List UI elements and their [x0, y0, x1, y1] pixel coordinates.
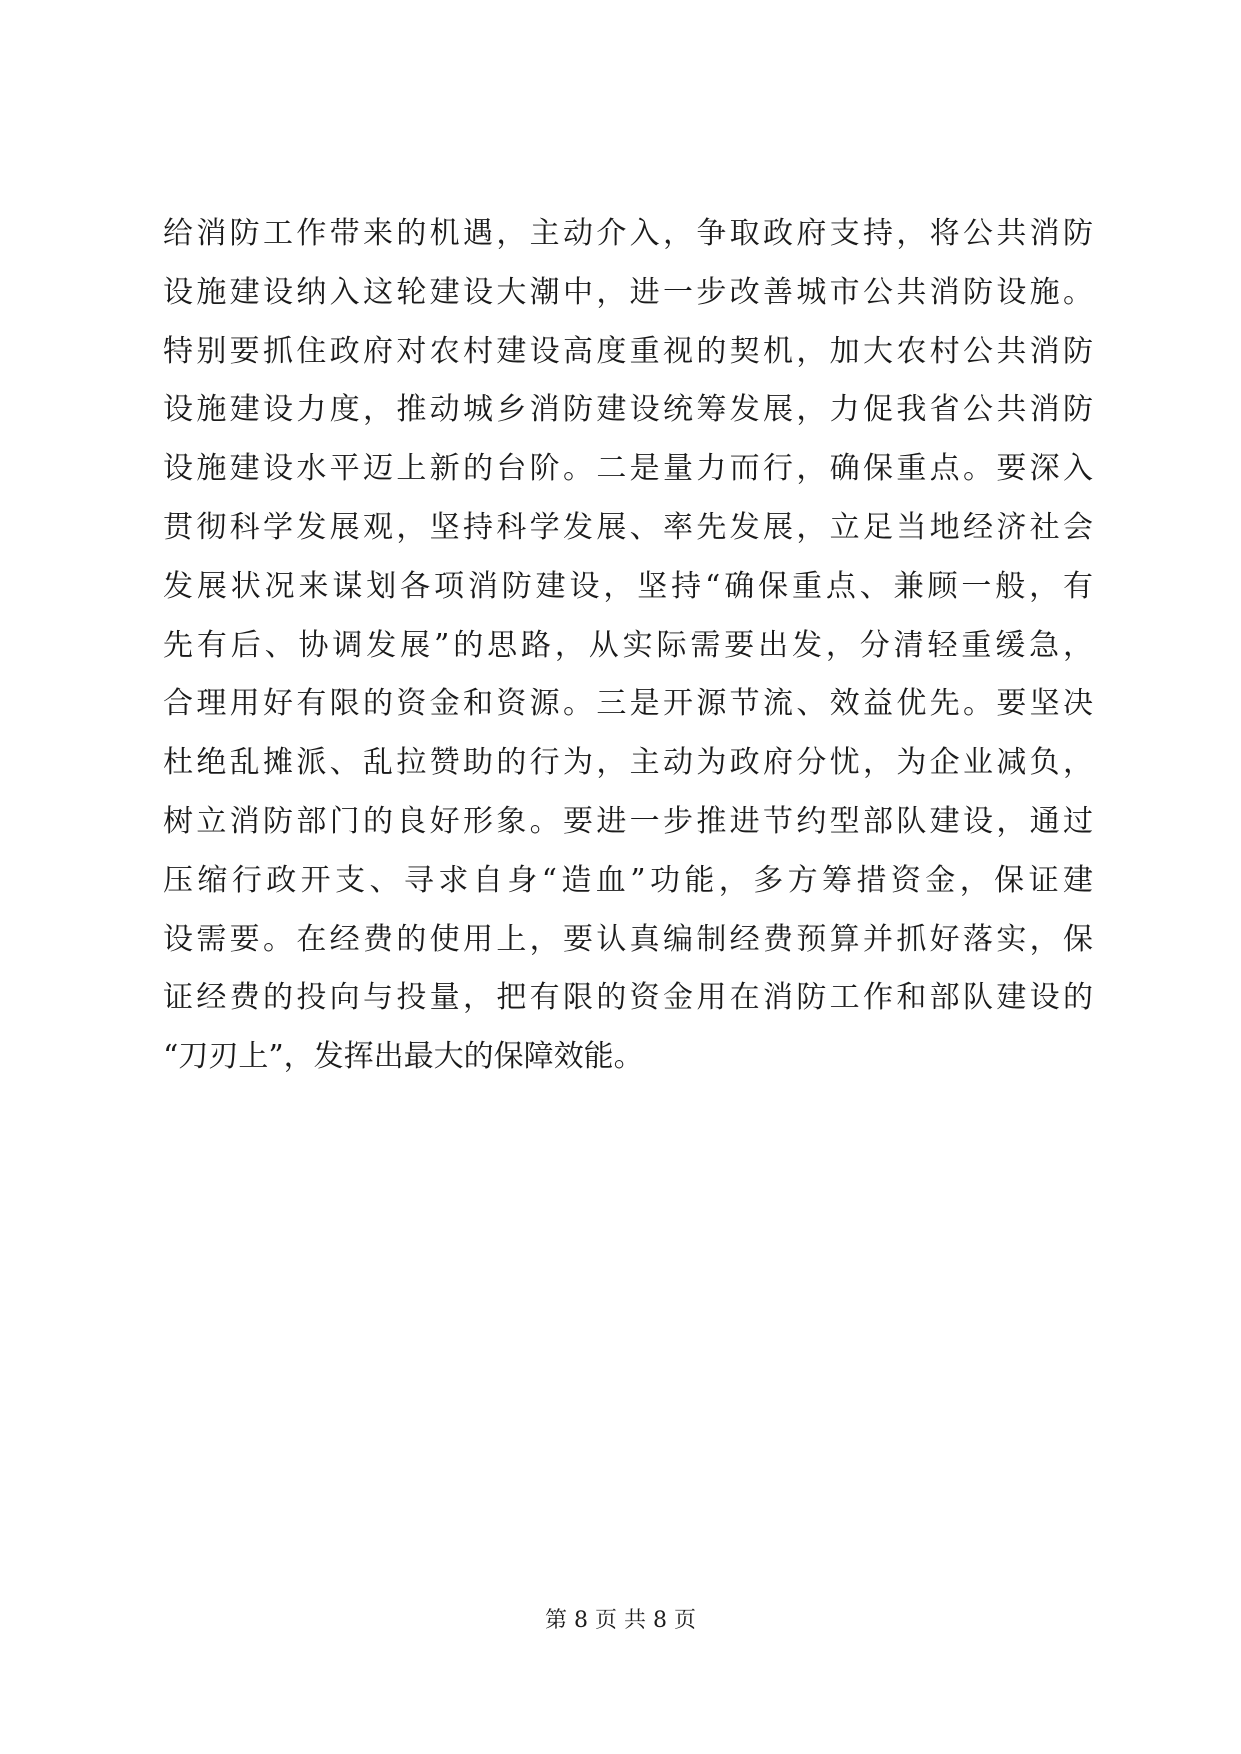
page-number-footer: 第 8 页 共 8 页	[545, 1608, 696, 1633]
paragraph-line: 证经费的投向与投量，把有限的资金用在消防工作和部队建设的	[163, 980, 1093, 1016]
paragraph-line: 杜绝乱摊派、乱拉赞助的行为，主动为政府分忧，为企业减负，	[163, 745, 1093, 781]
paragraph-line: 设需要。在经费的使用上，要认真编制经费预算并抓好落实，保	[163, 921, 1093, 957]
paragraph-line: “刀刃上”，发挥出最大的保障效能。	[163, 1039, 644, 1075]
paragraph-line: 发展状况来谋划各项消防建设，坚持“确保重点、兼顾一般，有	[163, 568, 1093, 604]
paragraph-line: 给消防工作带来的机遇，主动介入，争取政府支持，将公共消防	[163, 216, 1093, 251]
paragraph-line: 设施建设纳入这轮建设大潮中，进一步改善城市公共消防设施。	[163, 274, 1093, 310]
paragraph-line: 压缩行政开支、寻求自身“造血”功能，多方筹措资金，保证建	[163, 862, 1093, 898]
body-paragraph	[163, 205, 1093, 1087]
paragraph-line: 设施建设水平迈上新的台阶。二是量力而行，确保重点。要深入	[163, 451, 1093, 487]
paragraph-line: 先有后、协调发展”的思路，从实际需要出发，分清轻重缓急，	[163, 627, 1093, 663]
paragraph-line: 贯彻科学发展观，坚持科学发展、率先发展，立足当地经济社会	[163, 509, 1093, 545]
paragraph-line: 设施建设力度，推动城乡消防建设统筹发展，力促我省公共消防	[163, 392, 1093, 428]
paragraph-line: 树立消防部门的良好形象。要进一步推进节约型部队建设，通过	[163, 803, 1093, 839]
paragraph-line: 特别要抓住政府对农村建设高度重视的契机，加大农村公共消防	[163, 333, 1093, 369]
paragraph-line: 合理用好有限的资金和资源。三是开源节流、效益优先。要坚决	[163, 686, 1093, 722]
